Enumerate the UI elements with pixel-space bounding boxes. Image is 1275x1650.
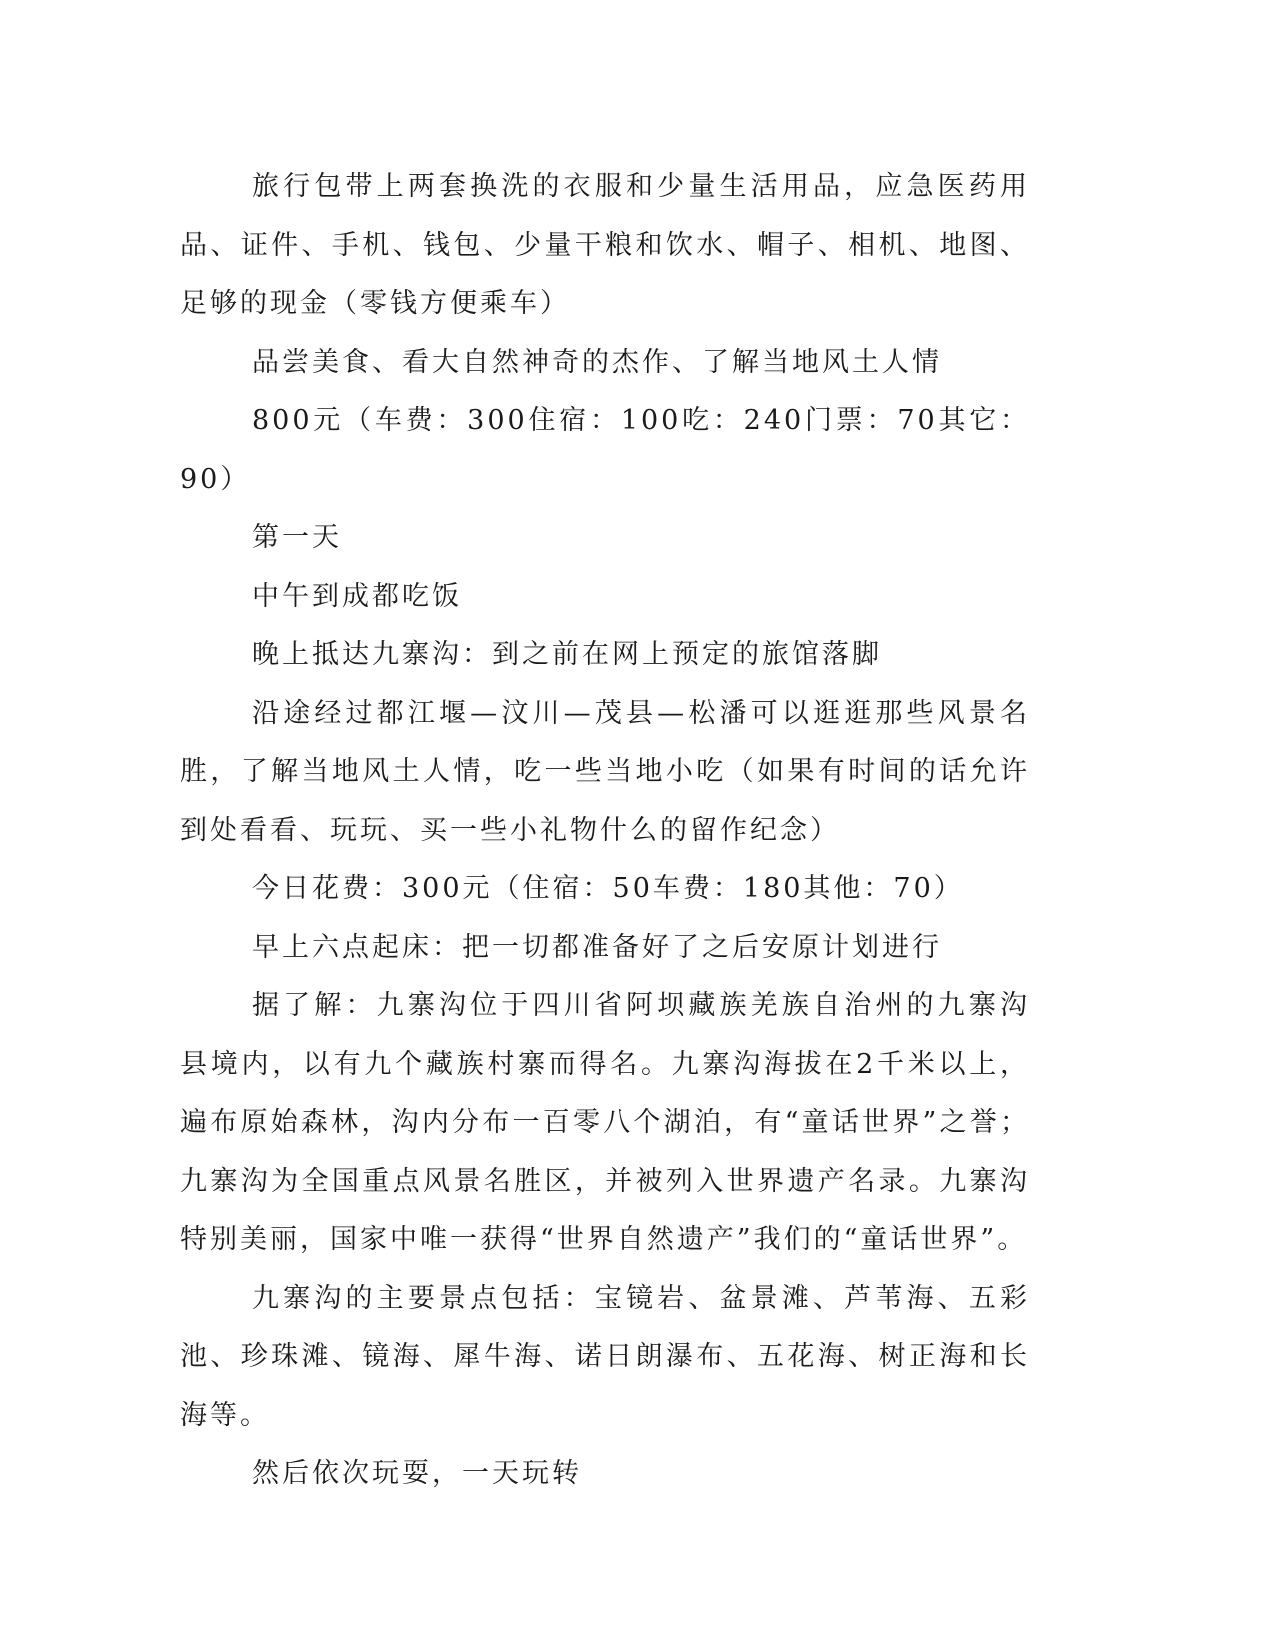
paragraph-route: 沿途经过都江堰—汶川—茂县—松潘可以逛逛那些风景名胜，了解当地风土人情，吃一些当地小吃（如果有时间的话允许到处看看、玩玩、买一些小礼物什么的留作纪念） xyxy=(180,697,1030,846)
paragraph-day-one-heading: 第一天 xyxy=(252,522,342,553)
paragraph-evening-arrival: 晚上抵达九寨沟：到之前在网上预定的旅馆落脚 xyxy=(252,639,882,670)
paragraph-purpose: 品尝美食、看大自然神奇的杰作、了解当地风土人情 xyxy=(252,346,942,378)
paragraph-budget: 800元（车费：300住宿：100吃：240门票：70其它：90） xyxy=(180,405,1030,495)
paragraph-jiuzhaigou-intro: 据了解：九寨沟位于四川省阿坝藏族羌族自治州的九寨沟县境内，以有九个藏族村寨而得名。九寨沟海拔在2千米以上，遍布原始森林，沟内分布一百零八个湖泊，有“童话世界”之誉；九寨沟为全国重点风景名胜区，并被列入世界遗产名录。九寨沟特别美丽，国家中唯一获得“世界自然遗产”我们的“童话世界”。 xyxy=(180,990,1030,1255)
paragraph-morning: 早上六点起床：把一切都准备好了之后安原计划进行 xyxy=(252,931,942,963)
paragraph-attractions: 九寨沟的主要景点包括：宝镜岩、盆景滩、芦苇海、五彩池、珍珠滩、镜海、犀牛海、诺日朗瀑布、五花海、树正海和长海等。 xyxy=(180,1282,1030,1431)
paragraph-closing: 然后依次玩耍，一天玩转 xyxy=(252,1458,582,1489)
paragraph-lunch: 中午到成都吃饭 xyxy=(252,580,462,612)
document-body xyxy=(180,158,1030,1504)
paragraph-packing-list: 旅行包带上两套换洗的衣服和少量生活用品，应急医药用品、证件、手机、钱包、少量干粮和饮水、帽子、相机、地图、足够的现金（零钱方便乘车） xyxy=(180,171,1030,319)
paragraph-daily-cost: 今日花费：300元（住宿：50车费：180其他：70） xyxy=(252,873,964,904)
